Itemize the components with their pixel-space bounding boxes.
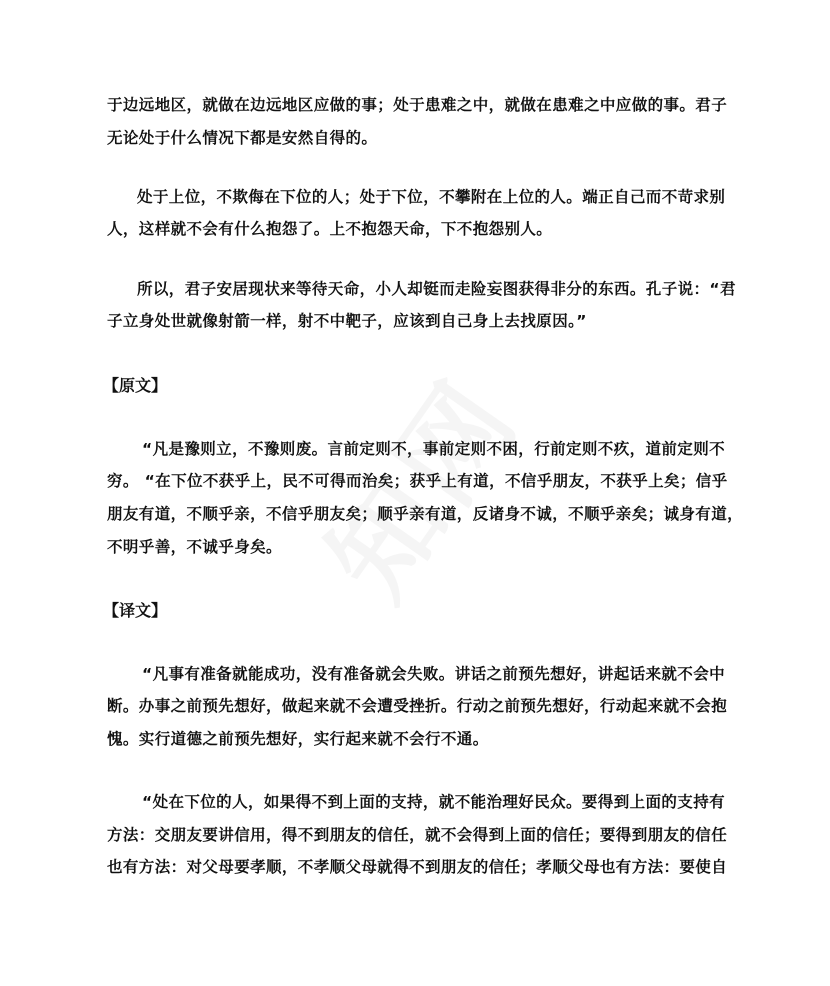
paragraph-line: “处在下位的人，如果得不到上面的支持，就不能治理好民众。要得到上面的支持有: [142, 793, 725, 811]
paragraph-line: 断。办事之前预先想好，做起来就不会遭受挫折。行动之前预先想好，行动起来就不会抱: [107, 697, 728, 715]
paragraph-line: 穷。 “在下位不获乎上，民不可得而治矣；获乎上有道，不信乎朋友，不获乎上矣；信乎: [107, 472, 728, 490]
paragraph-line: 也有方法：对父母要孝顺，不孝顺父母就得不到朋友的信任；孝顺父母也有方法：要使自: [107, 858, 728, 876]
paragraph-line: 处于上位，不欺侮在下位的人；处于下位，不攀附在上位的人。端正自己而不苛求别: [137, 188, 726, 206]
section-heading-original: 【原文】: [103, 376, 168, 395]
paragraph-line: “凡是豫则立，不豫则废。言前定则不，事前定则不困，行前定则不疚，道前定则不: [142, 440, 725, 458]
paragraph-line: “凡事有准备就能成功，没有准备就会失败。讲话之前预先想好，讲起话来就不会中: [142, 665, 725, 683]
paragraph-line: 人，这样就不会有什么抱怨了。上不抱怨天命，下不抱怨别人。: [107, 220, 553, 238]
section-heading-translation: 【译文】: [103, 601, 168, 620]
paragraph-line: 愧。实行道德之前预先想好，实行起来就不会行不通。: [107, 730, 489, 748]
paragraph-line: 无论处于什么情况下都是安然自得的。: [107, 129, 378, 147]
paragraph-line: 于边远地区，就做在边远地区应做的事；处于患难之中，就做在患难之中应做的事。君子: [107, 96, 728, 114]
paragraph-line: 方法：交朋友要讲信用，得不到朋友的信任，就不会得到上面的信任；要得到朋友的信任: [107, 826, 728, 844]
paragraph-line: 不明乎善，不诚乎身矣。: [107, 538, 282, 556]
paragraph-line: 朋友有道，不顺乎亲，不信乎朋友矣；顺乎亲有道，反诸身不诚，不顺乎亲矣；诚身有道，: [107, 505, 744, 523]
paragraph-line: 子立身处世就像射箭一样，射不中靶子，应该到自己身上去找原因。”: [107, 312, 587, 330]
paragraph-line: 所以，君子安居现状来等待天命，小人却铤而走险妄图获得非分的东西。孔子说：“君: [137, 280, 736, 298]
